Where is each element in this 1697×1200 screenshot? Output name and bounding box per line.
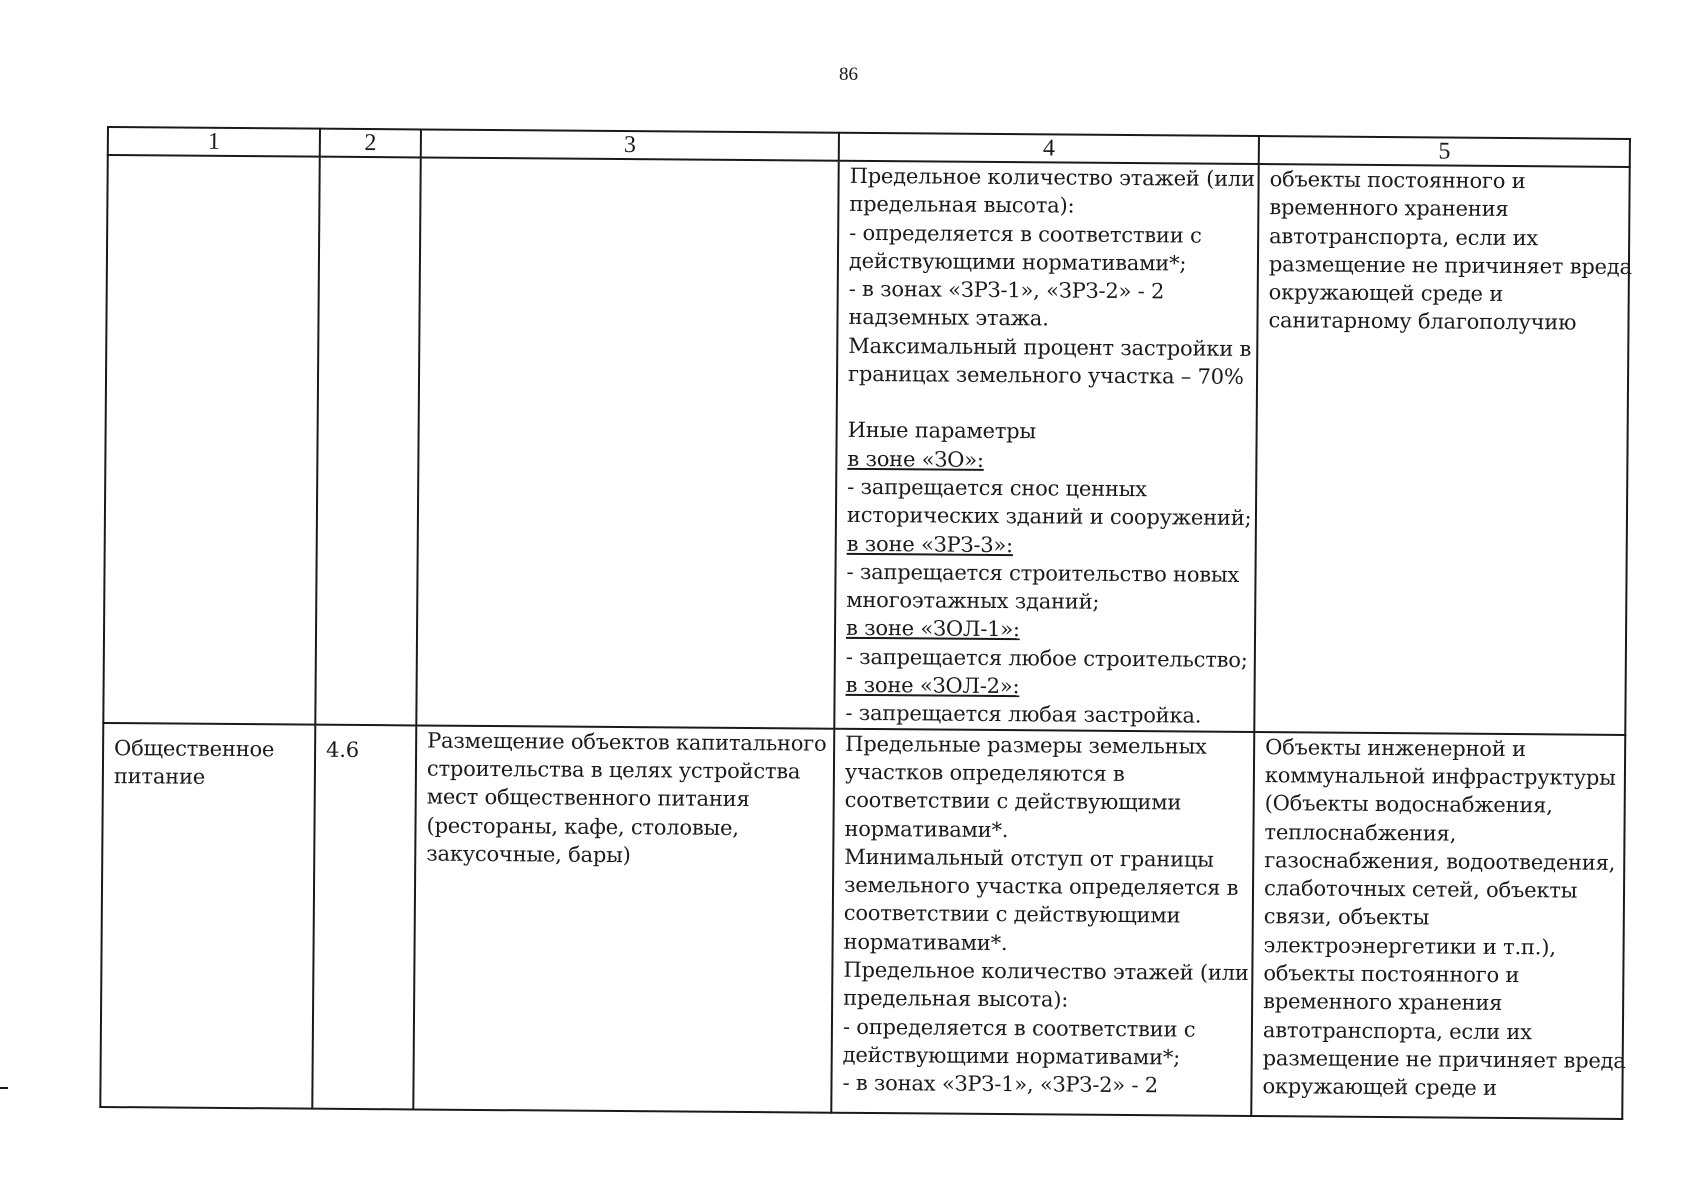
text-line: связи, объекты xyxy=(1263,904,1430,930)
text-line: временного хранения xyxy=(1269,195,1509,222)
text-line: Предельное количество этажей (или xyxy=(843,957,1249,986)
cell-use-name xyxy=(103,155,319,724)
text-line: - определяется в соответствии с xyxy=(849,220,1202,248)
text-line: Размещение объектов капитального xyxy=(427,728,827,756)
text-line: участков определяются в xyxy=(844,759,1125,786)
text-line: - запрещается любая застройка. xyxy=(845,701,1202,728)
text-line: мест общественного питания xyxy=(426,784,750,812)
zoning-table xyxy=(99,126,1631,1120)
zone-heading: в зоне «ЗОЛ-2»: xyxy=(845,672,1020,699)
text-line: - запрещается строительство новых xyxy=(846,559,1240,587)
cell-ancillary-uses xyxy=(1251,732,1625,1119)
text-line: Предельное количество этажей (или xyxy=(849,163,1255,192)
text-line: Максимальный процент застройки в xyxy=(848,333,1252,361)
text-line: нормативами*. xyxy=(844,816,1009,842)
text-line: - определяется в соответствии с xyxy=(842,1014,1196,1042)
zone-heading: в зоне «ЗРЗ-3»: xyxy=(846,531,1014,557)
text-line: электроэнергетики и т.п.), xyxy=(1263,932,1556,960)
text-line: (рестораны, кафе, столовые, xyxy=(426,813,739,840)
cell-parameters xyxy=(834,161,1258,732)
text-line: предельная высота): xyxy=(849,192,1075,218)
page-number: 86 xyxy=(839,64,858,85)
zone-heading: в зоне «ЗО»: xyxy=(847,446,984,472)
text-line: питание xyxy=(113,764,206,789)
header-col-5: 5 xyxy=(1259,136,1630,167)
text-line: теплоснабжения, xyxy=(1264,819,1457,846)
text-line: Предельные размеры земельных xyxy=(845,731,1207,759)
blank-line xyxy=(848,388,1246,419)
text-line: размещение не причиняет вреда xyxy=(1262,1046,1626,1073)
text-line: нормативами*. xyxy=(843,929,1008,955)
text-line: - запрещается снос ценных xyxy=(847,474,1147,502)
zone-heading: в зоне «ЗОЛ-1»: xyxy=(845,616,1020,642)
text-line: предельная высота): xyxy=(843,986,1069,1012)
text-line: слаботочных сетей, объекты xyxy=(1263,876,1578,903)
header-col-3: 3 xyxy=(421,129,839,160)
text-line: окружающей среде и xyxy=(1268,280,1504,307)
text-line: земельного участка определяется в xyxy=(843,872,1239,901)
text-line: (Объекты водоснабжения, xyxy=(1264,791,1553,818)
cell-code xyxy=(312,724,416,1109)
cell-parameters xyxy=(831,728,1254,1115)
header-col-2: 2 xyxy=(320,129,421,158)
cell-description xyxy=(413,725,834,1112)
table-row-continued xyxy=(103,155,1629,735)
text-line: Минимальный отступ от границы xyxy=(844,844,1214,872)
text-line: границах земельного участка – 70% xyxy=(847,361,1244,390)
text-line: 4.6 xyxy=(326,737,360,762)
text-line: окружающей среде и xyxy=(1262,1074,1497,1101)
text-line: коммунальной инфраструктуры xyxy=(1264,763,1616,790)
cell-description xyxy=(416,157,838,728)
text-line: - в зонах «ЗРЗ-1», «ЗРЗ-2» - 2 xyxy=(848,277,1165,304)
text-line: Общественное xyxy=(114,735,275,761)
cell-ancillary-uses xyxy=(1254,164,1632,735)
text-line: действующими нормативами*; xyxy=(842,1042,1181,1070)
cell-use-name xyxy=(100,723,315,1109)
text-line: строительства в целях устройства xyxy=(426,756,801,784)
text-line: санитарному благополучию xyxy=(1268,308,1577,336)
cell-code xyxy=(315,157,420,725)
text-line: временного хранения xyxy=(1263,989,1503,1016)
text-line: исторических зданий и сооружений; xyxy=(846,503,1252,531)
text-line: размещение не причиняет вреда xyxy=(1268,252,1632,279)
header-col-1: 1 xyxy=(108,127,320,157)
text-line: закусочные, бары) xyxy=(426,841,631,867)
text-line: автотранспорта, если их xyxy=(1262,1017,1532,1044)
text-line: действующими нормативами*; xyxy=(848,248,1187,276)
text-line: соответствии с действующими xyxy=(844,788,1182,815)
scan-margin-mark xyxy=(0,1087,8,1089)
text-line: - запрещается любое строительство; xyxy=(845,644,1248,672)
text-line: многоэтажных зданий; xyxy=(846,587,1100,614)
header-col-4: 4 xyxy=(839,133,1259,164)
text-line: Объекты инженерной и xyxy=(1265,734,1526,761)
text-line: соответствии с действующими xyxy=(843,901,1181,928)
text-line: надземных этажа. xyxy=(848,305,1049,331)
text-line: объекты постоянного и xyxy=(1269,167,1526,194)
text-line: Иные параметры xyxy=(847,418,1037,444)
table-row-public-catering xyxy=(100,723,1625,1119)
text-line: газоснабжения, водоотведения, xyxy=(1264,847,1616,875)
text-line: автотранспорта, если их xyxy=(1269,223,1539,250)
text-line: - в зонах «ЗРЗ-1», «ЗРЗ-2» - 2 xyxy=(842,1071,1159,1098)
text-line: объекты постоянного и xyxy=(1263,961,1520,988)
